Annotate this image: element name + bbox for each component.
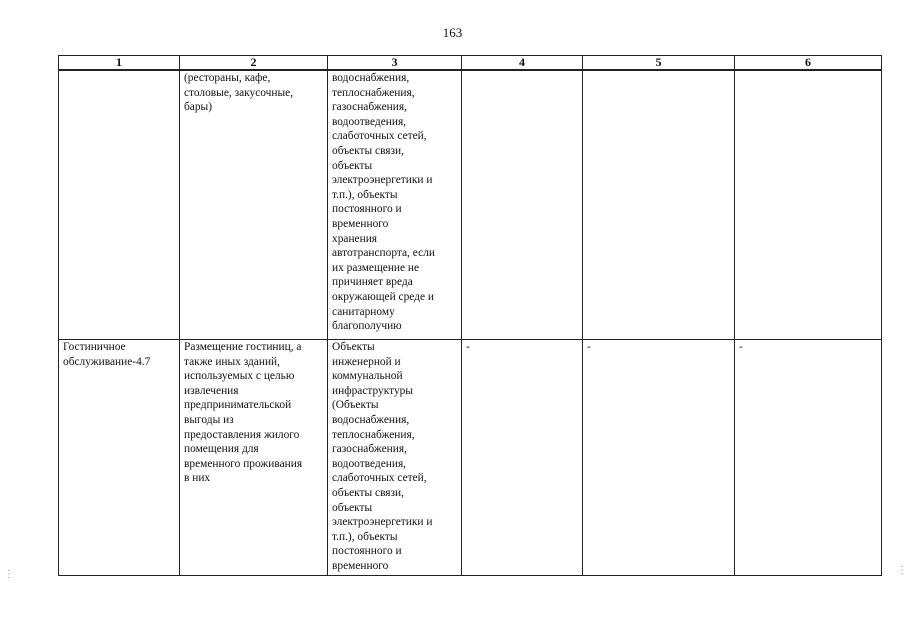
description-cell: Размещение гостиниц, а также иных зданий, используемых с целью извлечения предпринимательской выгоды из предоставления жилого помещения для временного проживания в них [180, 340, 328, 576]
column-4-cell: - [462, 340, 583, 576]
table-header-row [59, 56, 882, 71]
scan-edge-mark-left: ⋮ [4, 569, 14, 580]
scan-edge-mark-right: ⋮ [897, 565, 907, 576]
column-5-cell: - [583, 340, 735, 576]
table-row [59, 340, 882, 576]
description-cell: (рестораны, кафе, столовые, закусочные, бары) [180, 70, 328, 340]
column-header-5: 5 [583, 56, 735, 71]
column-6-cell [735, 70, 882, 340]
column-header-2: 2 [180, 56, 328, 71]
column-4-cell [462, 70, 583, 340]
column-header-6: 6 [735, 56, 882, 71]
column-header-4: 4 [462, 56, 583, 71]
land-use-table [58, 55, 882, 576]
permitted-objects-cell: водоснабжения, теплоснабжения, газоснабжения, водоотведения, слаботочных сетей, объекты связи, объекты электроэнергетики и т.п.), объекты постоянного и временного хранения автотранспорта, если их размещение не причиняет вреда окружающей среде и санитарному благополучию [328, 70, 462, 340]
table-row [59, 70, 882, 340]
permitted-objects-cell: Объекты инженерной и коммунальной инфраструктуры (Объекты водоснабжения, теплоснабжения, газоснабжения, водоотведения, слаботочных сетей, объекты связи, объекты электроэнергетики и т.п.), объекты постоянного и временного [328, 340, 462, 576]
column-header-1: 1 [59, 56, 180, 71]
land-use-type-cell: Гостиничное обслуживание-4.7 [59, 340, 180, 576]
column-6-cell: - [735, 340, 882, 576]
column-header-3: 3 [328, 56, 462, 71]
page-number: 163 [442, 25, 463, 40]
column-5-cell [583, 70, 735, 340]
land-use-type-cell [59, 70, 180, 340]
